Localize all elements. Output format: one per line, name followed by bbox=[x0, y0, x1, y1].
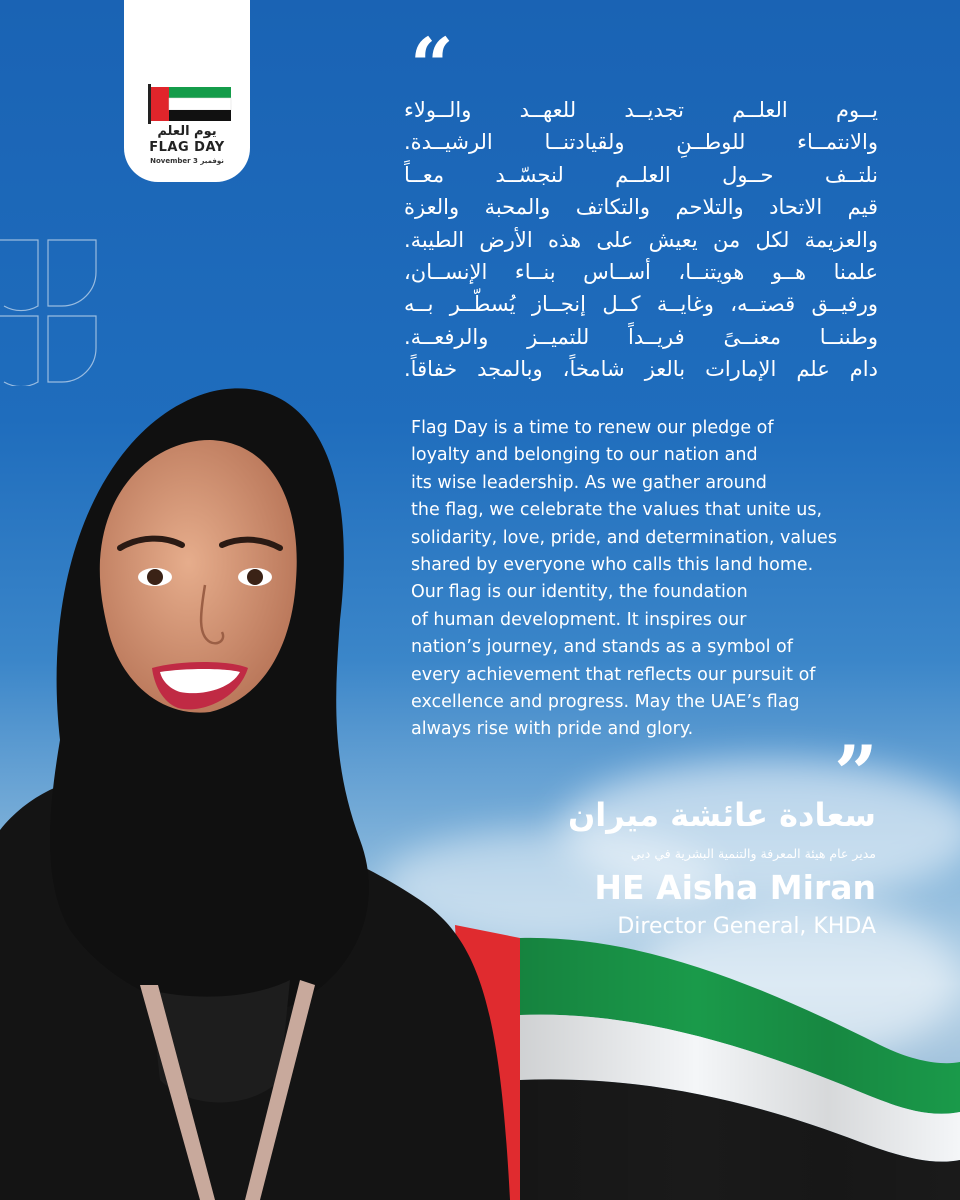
arabic-quote bbox=[404, 94, 878, 386]
signature-arabic-name: سعادة عائشة ميران bbox=[567, 796, 876, 834]
english-line: always rise with pride and glory. bbox=[411, 719, 694, 740]
close-quote-icon: ” bbox=[834, 729, 878, 818]
arabic-line: دام علم الإمارات بالعز شامخاً، وبالمجد خفاقاً. bbox=[404, 357, 878, 382]
decorative-shapes bbox=[0, 236, 110, 386]
arabic-line: قيم الاتحاد والتلاحم والتكاتف والمحبة والعزة bbox=[404, 195, 878, 220]
english-line: every achievement that reflects our pursuit of bbox=[411, 664, 816, 685]
open-quote-icon: “ bbox=[410, 21, 454, 110]
logo-arabic-title: يوم العلم bbox=[157, 124, 217, 139]
signature-arabic-title: مدير عام هيئة المعرفة والتنمية البشرية في دبي bbox=[630, 846, 876, 861]
english-line: nation’s journey, and stands as a symbol of bbox=[411, 637, 793, 658]
flag-icon bbox=[146, 84, 232, 124]
arabic-line: والعزيمة لكل من يعيش على هذه الأرض الطيبة. bbox=[404, 227, 878, 252]
arabic-line: يــوم العلــم تجديــد للعهــد والــولاء bbox=[404, 98, 878, 122]
english-line: shared by everyone who calls this land home. bbox=[411, 555, 814, 576]
english-line: excellence and progress. May the UAE’s flag bbox=[411, 692, 800, 713]
logo-english-title: FLAG DAY bbox=[149, 140, 225, 155]
arabic-line: نلتــف حــول العلــم لنجسّــد معــاً bbox=[404, 162, 878, 187]
english-line: Flag Day is a time to renew our pledge of bbox=[411, 418, 774, 438]
arabic-line: ورفيــق قصتــه، وغايــة كــل إنجــاز يُسطَّــر بــه bbox=[404, 292, 878, 317]
english-line: Our flag is our identity, the foundation bbox=[411, 582, 748, 603]
english-quote bbox=[411, 415, 901, 744]
arabic-line: والانتمــاء للوطــنِ ولقيادتنــا الرشيــدة. bbox=[404, 130, 878, 155]
signature-english-name: HE Aisha Miran bbox=[594, 868, 876, 907]
english-line: loyalty and belonging to our nation and bbox=[411, 445, 758, 466]
signature-english-title: Director General, KHDA bbox=[617, 914, 876, 939]
english-line: the flag, we celebrate the values that unite us, bbox=[411, 500, 823, 521]
english-line: of human development. It inspires our bbox=[411, 609, 747, 630]
english-line: solidarity, love, pride, and determination, values bbox=[411, 527, 837, 548]
flag-day-logo bbox=[124, 0, 250, 182]
arabic-line: علمنا هــو هويتنــا، أســاس بنــاء الإنســان، bbox=[404, 260, 878, 285]
arabic-line: وطننــا معنــىً فريــداً للتميــز والرفعــة. bbox=[404, 324, 878, 349]
english-line: its wise leadership. As we gather around bbox=[411, 472, 767, 493]
logo-date: November 3 نوفمبر bbox=[150, 157, 224, 165]
